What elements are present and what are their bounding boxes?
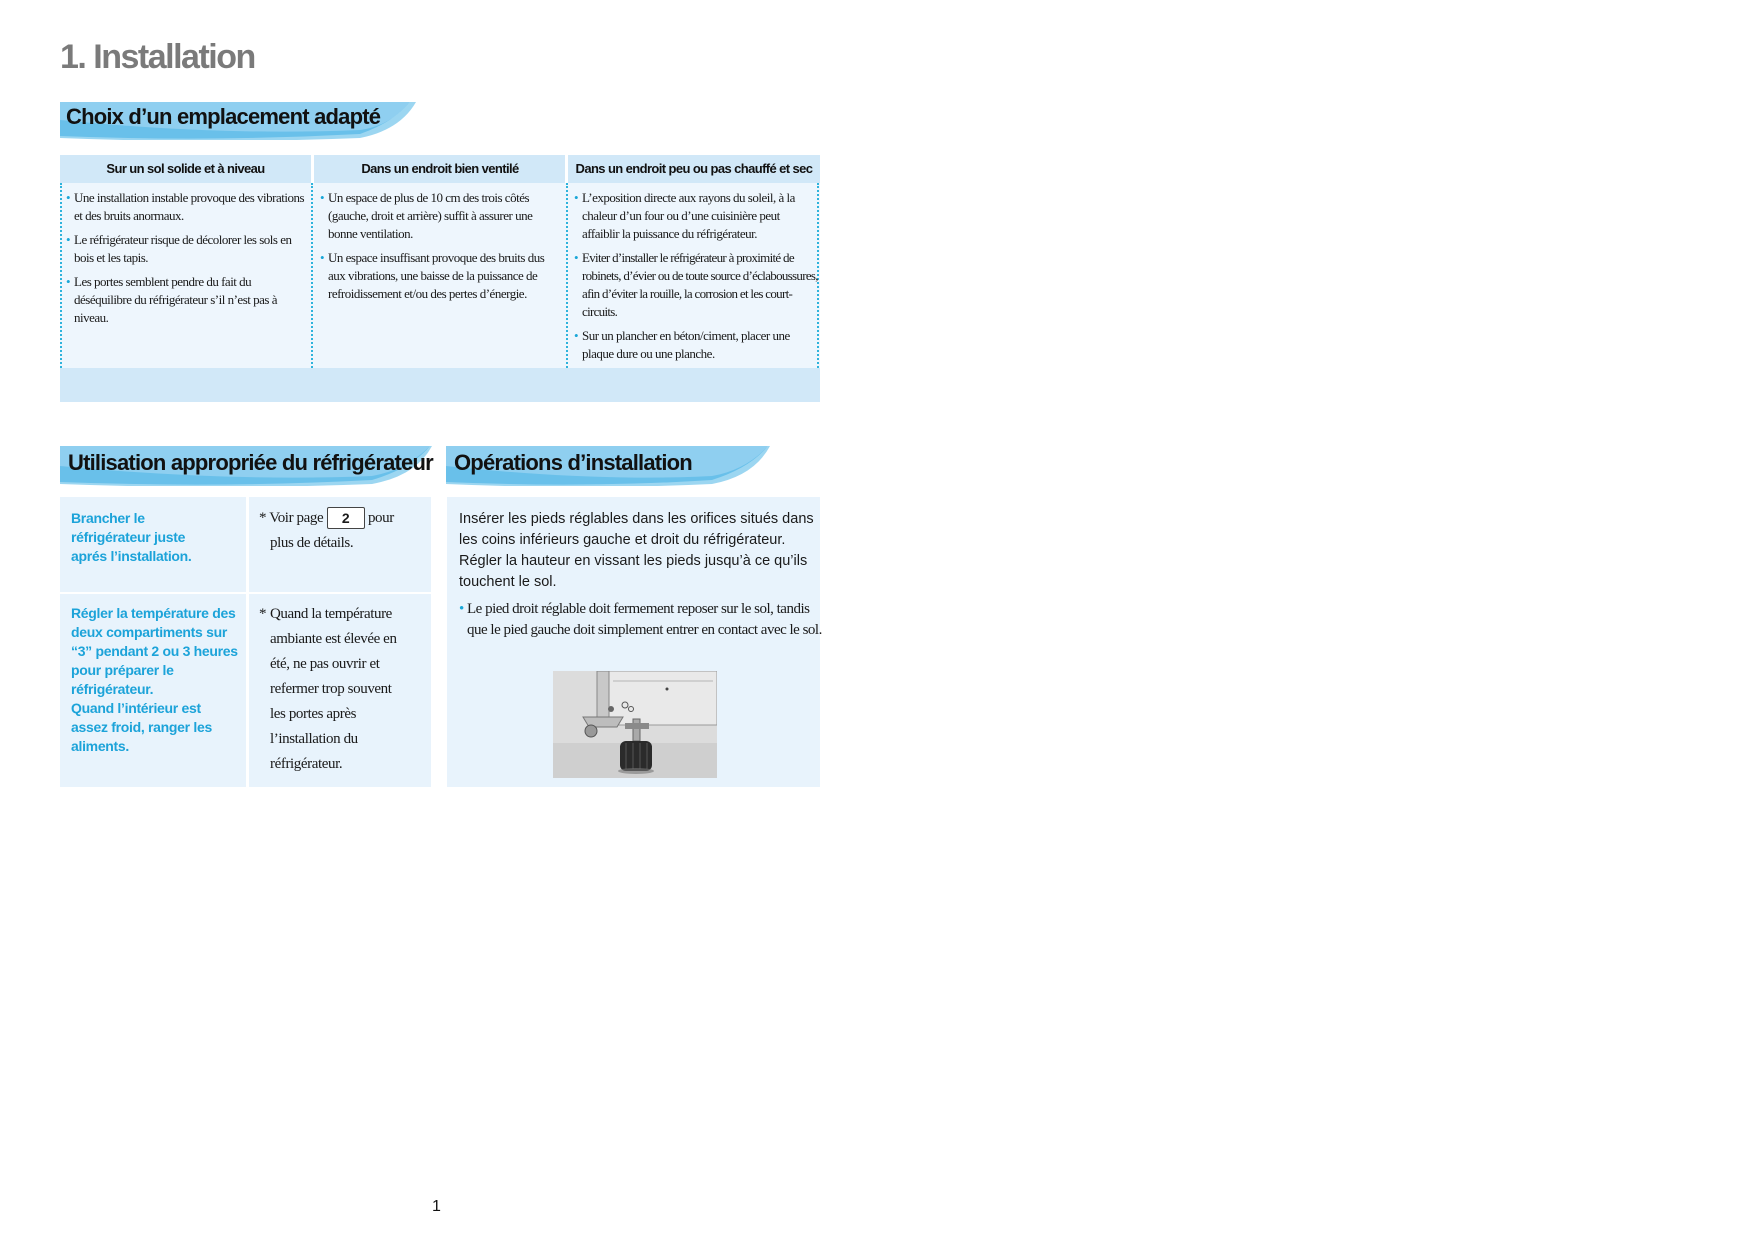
column-list [320,189,562,309]
instruction-text [71,604,239,756]
emplacement-table [60,155,820,402]
note-cell [249,594,431,787]
list-item: • Un espace de plus de 10 cm des trois côtés (gauche, droit et arrière) suffit à assurer une bonne ventilation. [320,189,562,243]
note-line2: plus de détails. [270,535,354,551]
instruction-cell [60,497,246,592]
section-heading-utilisation-text: Utilisation appropriée du réfrigérateur [68,450,433,475]
note-cell [249,497,431,592]
section-heading-operations [446,444,770,486]
note-text [259,506,424,556]
note-asterisk: * [259,606,267,622]
adjustable-foot-illustration [553,671,717,778]
column-peu-chauffe [568,155,820,368]
list-item: • L’exposition directe aux rayons du soleil, à la chaleur d’un four ou d’une cuisinière peut affaiblir la puissance du réfrigérateur. [574,189,818,243]
column-divider [311,183,313,368]
instruction-line: Quand l’intérieur est assez froid, ranger les aliments. [71,700,212,754]
list-item: • Un espace insuffisant provoque des bruits dus aux vibrations, une baisse de la puissance de refroidissement et/ou des pertes d’énergie. [320,249,562,303]
list-item: • Sur un plancher en béton/ciment, placer une plaque dure ou une planche. [574,327,818,363]
column-header: Dans un endroit peu ou pas chauffé et sec [575,161,813,176]
list-item: • Eviter d’installer le réfrigérateur à proximité de robinets, d’évier ou de toute source d’éclaboussures, afin d’éviter la rouille, la corrosion et les court-circuits. [574,249,818,321]
column-list [66,189,307,333]
column-header: Sur un sol solide et à niveau [106,161,265,176]
column-header: Dans un endroit bien ventilé [361,161,519,176]
section-heading-operations-text: Opérations d’installation [454,450,692,475]
section-heading-utilisation [60,444,432,486]
list-item: • Les portes semblent pendre du fait du déséquilibre du réfrigérateur s’il n’est pas à niveau. [66,273,307,327]
page-reference-badge: 2 [327,507,365,529]
instruction-text: Brancher le réfrigérateur juste aprés l’installation. [71,510,192,564]
operations-panel [447,497,820,787]
page-title: 1. Installation [60,38,255,76]
note-before: Voir page [269,510,324,526]
list-item: • Une installation instable provoque des vibrations et des bruits anormaux. [66,189,307,225]
page-number: 1 [432,1198,441,1215]
operations-text: Insérer les pieds réglables dans les orifices situés dans les coins inférieurs gauche et droit du réfrigérateur. Régler la hauteur en vissant les pieds jusqu’à ce qu’ils touchent le sol. [459,511,814,590]
instruction-cell [60,594,246,787]
column-sol-solide [60,155,311,368]
note-asterisk: * [259,510,267,526]
section-heading-emplacement [60,100,420,140]
list-item: • Le réfrigérateur risque de décolorer les sols en bois et les tapis. [66,231,307,267]
note-text [259,602,409,777]
instruction-line: Régler la température des deux compartiments sur “3” pendant 2 ou 3 heures pour préparer le réfrigérateur. [71,605,238,697]
operations-bullet: • Le pied droit réglable doit fermement reposer sur le sol, tandis que le pied gauche doit simplement entrer en contact avec le sol. [459,599,827,641]
section-heading-emplacement-text: Choix d’un emplacement adapté [66,104,381,129]
note-after: pour [367,510,394,526]
note-body: Quand la température ambiante est élevée en été, ne pas ouvrir et refermer trop souvent les portes après l’installation du réfrigérateur. [270,606,397,772]
column-bien-ventile [314,155,566,368]
column-list [574,189,818,369]
